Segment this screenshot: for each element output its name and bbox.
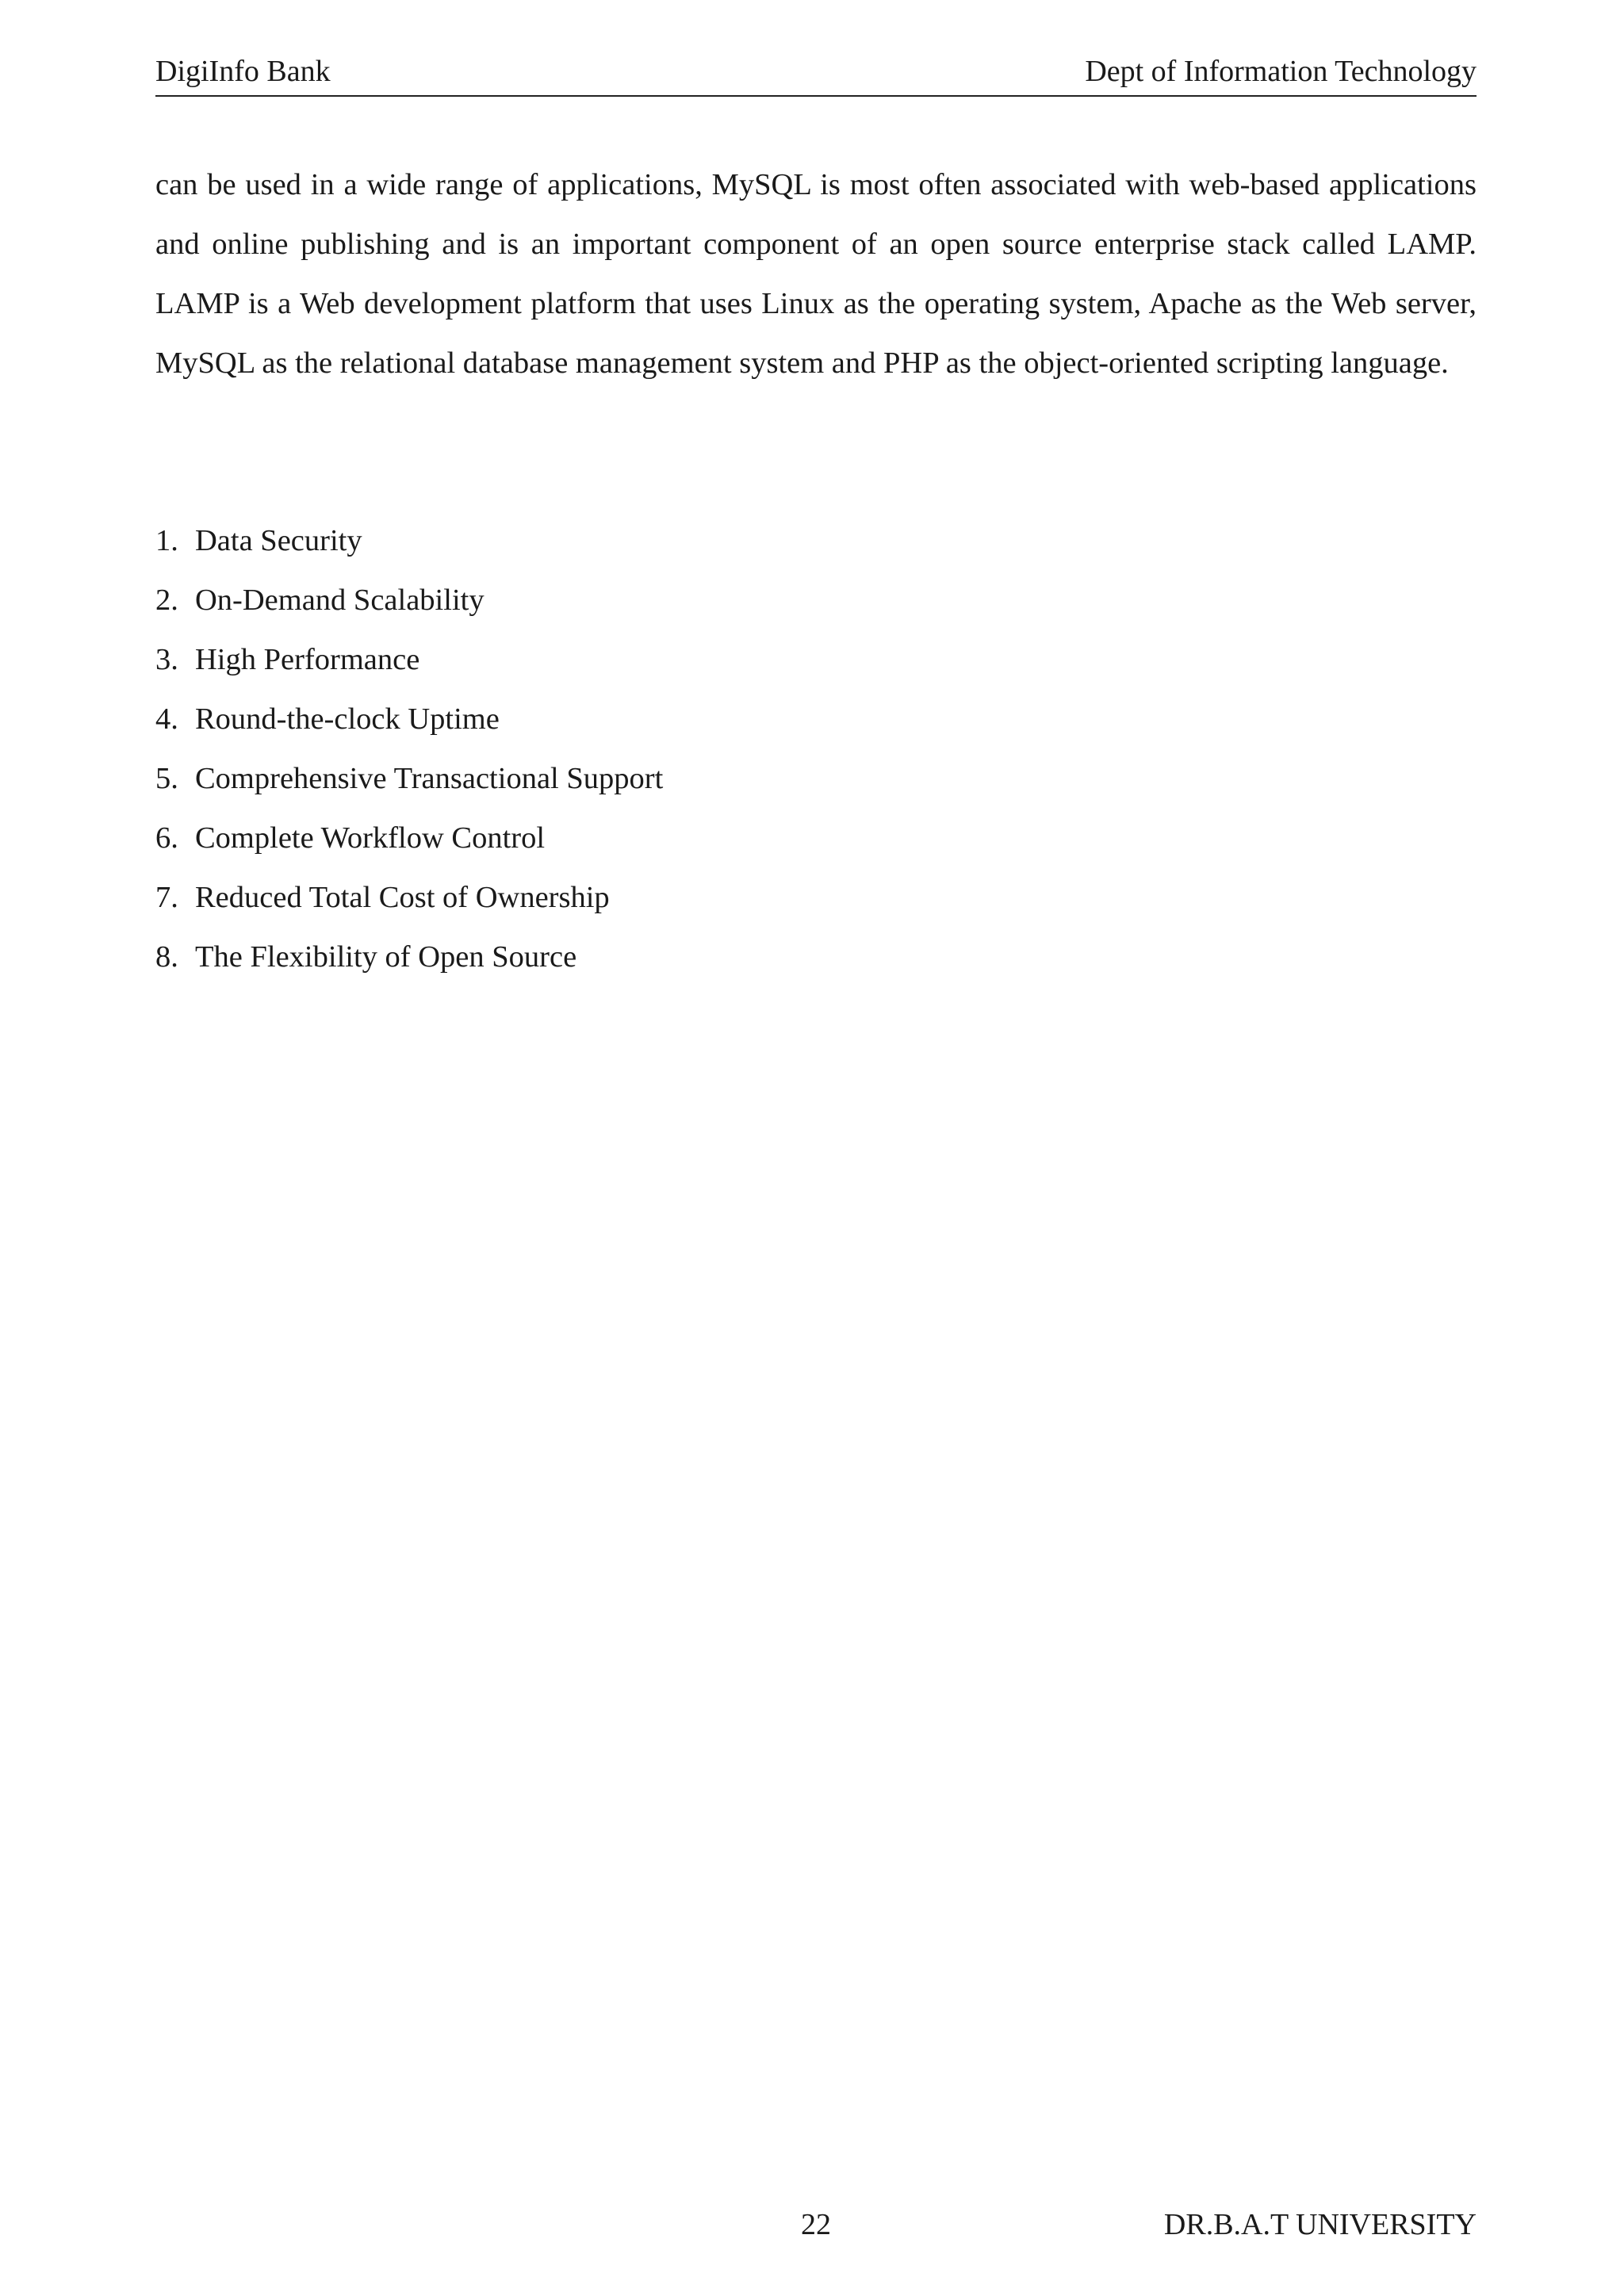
list-item [155,571,663,630]
list-item-number: 6. [155,821,178,855]
list-item-text: High Performance [195,643,420,676]
list-item [155,630,663,690]
footer-university: DR.B.A.T UNIVERSITY [1163,2208,1477,2241]
page-header [155,51,1477,97]
list-item-text: Round-the-clock Uptime [195,702,500,736]
list-item [155,511,663,571]
list-item [155,868,663,928]
body-paragraph: can be used in a wide range of applications, MySQL is most often associated with web-based applications and online publishing and is an important component of an open source enterprise stack called LAMP. LAMP is a Web development platform that uses Linux as the operating system, Apache as the Web server, MySQL as the relational database management system and PHP as the object-oriented scripting language. [155,168,1477,380]
page-footer [155,2207,1477,2247]
list-item-number: 5. [155,762,178,795]
list-item-number: 1. [155,524,178,557]
list-item-text: Data Security [195,524,362,557]
list-item-text: Comprehensive Transactional Support [195,762,664,795]
list-item-text: Complete Workflow Control [195,821,546,855]
header-title: DigiInfo Bank [155,55,331,88]
list-item [155,809,663,868]
list-item-number: 3. [155,643,178,676]
list-item [155,749,663,809]
list-item [155,690,663,749]
list-item [155,928,663,987]
header-department: Dept of Information Technology [1085,55,1477,88]
list-item-number: 7. [155,881,178,914]
list-item-text: The Flexibility of Open Source [195,940,577,974]
list-item-number: 2. [155,584,178,617]
list-item-text: On-Demand Scalability [195,584,485,617]
list-item-number: 4. [155,702,178,736]
list-item-number: 8. [155,940,178,974]
feature-list [155,511,663,987]
list-item-text: Reduced Total Cost of Ownership [195,881,610,914]
page-number: 22 [801,2208,831,2241]
